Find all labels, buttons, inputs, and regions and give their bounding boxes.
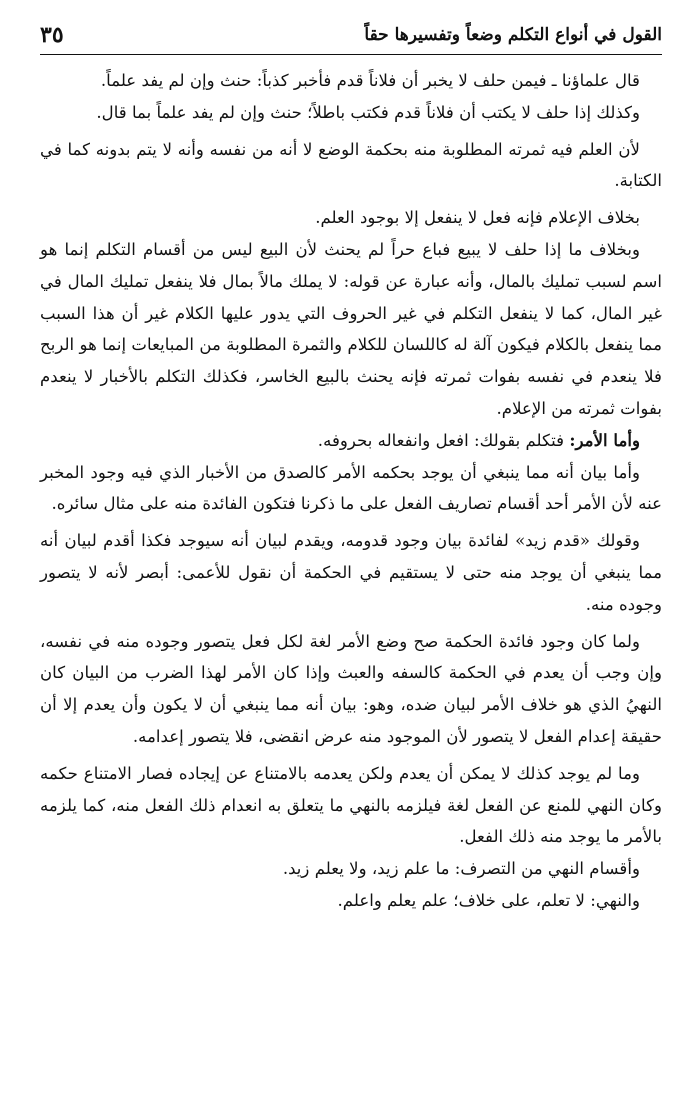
paragraph: وأقسام النهي من التصرف: ما علم زيد، ولا يعلم زيد. xyxy=(282,859,640,879)
amr-lead: وأما الأمر: xyxy=(569,429,640,450)
paragraph: ولما كان وجود فائدة الحكمة صح وضع الأمر لغة لكل فعل يتصور وجوده منه في نفسه، وإن وجب أن يعدم في الحكمة كالسفه والعبث وإذا كان الأمر لهذا الضرب من البيان كان النهيُ الذي هو خلاف الأمر لبيان ضده، وهو: بيان أنه مما ينبغي أن لا يكون وأن يعدم إلا أن حقيقة إعدام الفعل لا يتصور لأن الموجود منه عرض انقضى، فلا يتصور إعدامه. xyxy=(40,631,662,746)
page-body xyxy=(40,65,662,917)
paragraph: بخلاف الإعلام فإنه فعل لا ينفعل إلا بوجود العلم. xyxy=(315,208,640,228)
running-title: القول في أنواع التكلم وضعاً وتفسيرها حقاً xyxy=(364,25,662,45)
paragraph: وما لم يوجد كذلك لا يمكن أن يعدم ولكن يعدمه بالامتناع عن إيجاده فصار الامتناع حكمه وكان النهي للمنع عن الفعل لغة فيلزمه بالنهي ما يتعلق به انعدام ذلك الفعل منه، كما يلزمه بالأمر ما يوجد منه ذلك الفعل. xyxy=(40,763,662,847)
page-header xyxy=(40,22,662,55)
paragraph: وبخلاف ما إذا حلف لا يبيع فباع حراً لم يحنث لأن البيع ليس من أقسام التكلم إنما هو اسم لسبب تمليك بالمال، وأنه عبارة عن قوله: لا يملك مالاً بمال فلا ينفعل تمليك المال في غير المال، كما لا ينفعل التكلم في غير الحروف التي يدور عليها الكلام غير أن هذا السبب مما ينفعل بالكلام فيكون آلة له كاللسان للكلام والثمرة المطلوبة من المبايعات إنما هو الربح فلا ينعدم في نفسه بفوات ثمرته فإنه يحنث بالبيع الخاسر، فكذلك التكلم بالأخبار لا ينعدم بفوات ثمرته من الإعلام. xyxy=(40,239,662,418)
amr-text: فتكلم بقولك: افعل وانفعاله بحروفه. xyxy=(317,430,565,450)
paragraph: قال علماؤنا ـ فيمن حلف لا يخبر أن فلاناً قدم فأخبر كذباً: حنث وإن لم يفد علماً. xyxy=(100,71,640,90)
paragraph: لأن العلم فيه ثمرته المطلوبة منه بحكمة الوضع لا أنه من نفسه وأنه لا يتم بدونه كما في الكتابة. xyxy=(40,139,662,191)
page-number: ٣٥ xyxy=(40,22,64,48)
paragraph: والنهي: لا تعلم، على خلاف؛ علم يعلم واعلم. xyxy=(337,890,640,910)
paragraph: وكذلك إذا حلف لا يكتب أن فلاناً قدم فكتب باطلاً؛ حنث وإن لم يفد علماً بما قال. xyxy=(96,102,640,122)
paragraph: وأما بيان أنه مما ينبغي أن يوجد بحكمه الأمر كالصدق من الأخبار الذي فيه وجود المخبر عنه لأن الأمر أحد أقسام تصاريف الفعل على ما ذكرنا فتكون الفائدة منه على مثال سائره. xyxy=(40,462,662,514)
book-page xyxy=(40,22,662,917)
paragraph: وقولك «قدم زيد» لفائدة بيان وجود قدومه، ويقدم لبيان أنه سيوجد فكذا أقدم لبيان أنه مما ينبغي أن يوجد منه حتى لا يستقيم في الحكمة أن نقول للأعمى: أبصر لأنه لا يتصور وجوده منه. xyxy=(40,531,662,614)
paragraph-amr xyxy=(40,425,662,457)
